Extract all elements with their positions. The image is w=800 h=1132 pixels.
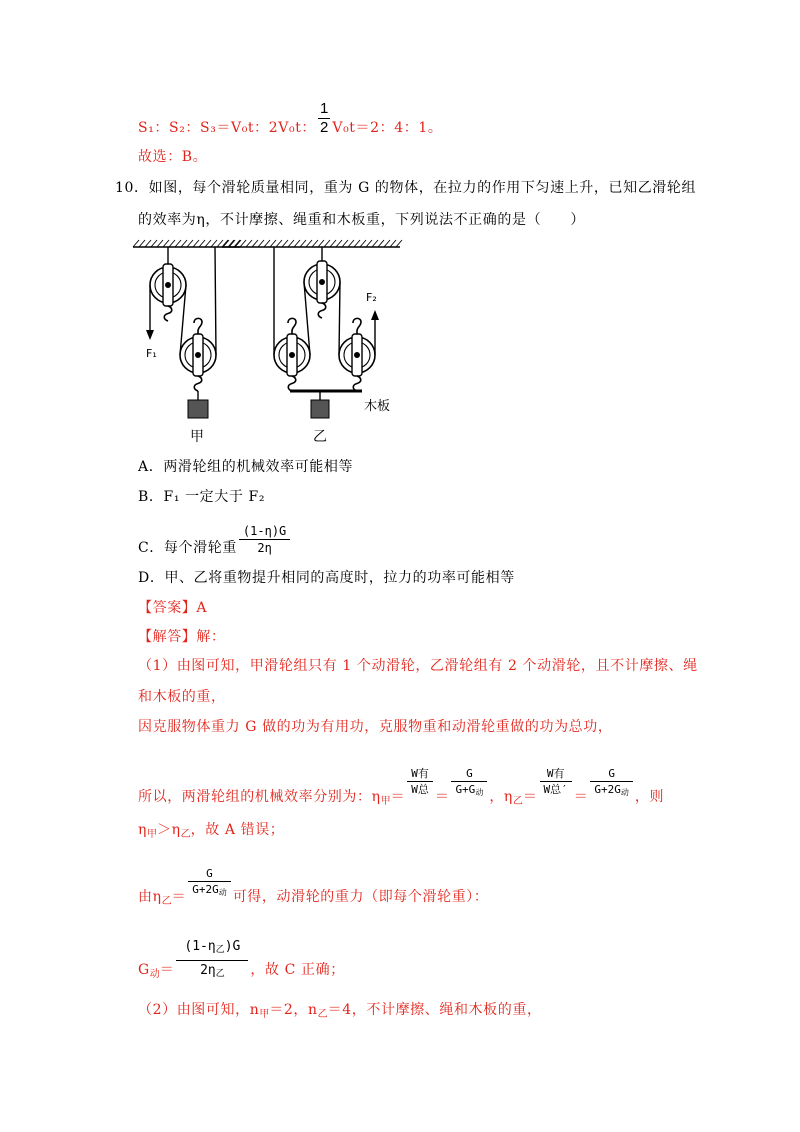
- equals: ＝: [522, 789, 538, 805]
- fraction-denominator: [176, 960, 248, 984]
- fixed-pulley-right: [304, 261, 340, 303]
- ceiling-hatch: [199, 240, 205, 247]
- fraction-numerator: 1: [320, 100, 329, 117]
- ceiling-hatch: [288, 240, 294, 247]
- load-yi-label: 乙: [313, 429, 327, 445]
- subscript: 动: [620, 788, 629, 797]
- option-a: [138, 457, 353, 477]
- prev-solution-choice: 故选：B。: [138, 149, 208, 165]
- efficiency-mid: ，η: [489, 789, 513, 805]
- ceiling-hatch: [282, 240, 288, 247]
- hook: [288, 376, 296, 391]
- ceiling-hatch: [235, 240, 241, 247]
- work-ratio-prime-fraction: [540, 766, 572, 797]
- f2-arrow-head: [371, 310, 379, 320]
- half-fraction: [318, 100, 330, 137]
- pulley-axle: [354, 352, 360, 358]
- fixed-pulley-left: [150, 264, 186, 306]
- movable-pulley-right-2: [339, 334, 375, 376]
- ceiling-hatch: [151, 240, 157, 247]
- option-b-text: F₁ 一定大于 F₂: [163, 489, 266, 505]
- load-jia-label: 甲: [190, 429, 204, 445]
- efficiency-line: [138, 766, 664, 812]
- ceiling-hatch: [252, 240, 258, 247]
- ceiling-hatch: [229, 240, 235, 247]
- figure-drawing: [133, 240, 402, 418]
- fraction-denominator: 2η: [239, 539, 290, 556]
- subscript: 动: [475, 788, 484, 797]
- subscript: 乙: [215, 969, 225, 979]
- hook: [288, 318, 296, 334]
- hook: [194, 318, 202, 334]
- ceiling-hatch: [396, 240, 402, 247]
- fraction-denominator: W总′: [540, 781, 572, 797]
- ceiling-hatch: [342, 240, 348, 247]
- part2-mid: ＝2，n: [269, 1002, 318, 1018]
- movable-pulley-right-1: [274, 334, 310, 376]
- equals: ＝: [159, 962, 175, 978]
- g-symbol: G: [138, 962, 150, 978]
- hook: [194, 376, 202, 391]
- option-c: [138, 523, 292, 558]
- ceiling-hatch: [222, 240, 228, 247]
- load-yi-block: [311, 400, 329, 418]
- ceiling-hatch: [181, 240, 187, 247]
- ceiling-hatch: [157, 240, 163, 247]
- ceiling-hatch: [246, 240, 252, 247]
- ratio-before: S₁：S₂：S₃＝V₀t：2V₀t：: [138, 120, 317, 136]
- denominator-text: G+2G: [594, 783, 621, 796]
- ceiling-hatch: [336, 240, 342, 247]
- ceiling-hatch: [240, 240, 246, 247]
- fraction-denominator: [590, 781, 633, 800]
- ceiling-hatch: [384, 240, 390, 247]
- subscript: 甲: [147, 829, 157, 840]
- fraction-denominator: 2: [320, 119, 329, 136]
- ceiling-hatch: [360, 240, 366, 247]
- option-a-label: A．: [138, 459, 164, 475]
- equals: ＝: [434, 789, 450, 805]
- derive-tail: 可得，动滑轮的重力（即每个滑轮重）：: [232, 889, 489, 905]
- analysis-p1-line-3: 因克服物体重力 G 做的功为有用功，克服物重和动滑轮重做的功为总功，: [138, 719, 613, 735]
- efficiency-lead: 所以，两滑轮组的机械效率分别为：η: [138, 789, 381, 805]
- question-stem-line-2: 的效率为η，不计摩擦、绳重和木板重，下列说法不正确的是（ ）: [138, 212, 585, 228]
- analysis-heading: [138, 627, 226, 647]
- answer-value: A: [196, 600, 208, 616]
- pulley-systems-figure: [128, 236, 404, 448]
- fraction-denominator: [188, 881, 231, 900]
- subscript: 乙: [512, 796, 523, 807]
- option-a-text: 两滑轮组的机械效率可能相等: [163, 459, 354, 475]
- fraction-numerator: W有: [546, 767, 565, 780]
- ceiling-hatch: [223, 240, 229, 247]
- greater-than: ＞η: [157, 822, 181, 838]
- question-stem-line-1: [115, 178, 696, 198]
- rope-segment: [215, 247, 216, 355]
- movable-pulley-left: [180, 334, 216, 376]
- answer-tag: 【答案】: [138, 600, 197, 616]
- pulley-axle: [289, 352, 295, 358]
- subscript: 动: [149, 969, 160, 980]
- part2-line: [138, 1000, 542, 1025]
- analysis-lead: 解：: [196, 629, 226, 645]
- option-d-text: 甲、乙将重物提升相同的高度时，拉力的功率可能相等: [164, 570, 515, 586]
- prev-solution-ratio-line: [138, 100, 442, 138]
- derive-lead: 由η: [138, 889, 162, 905]
- equals: ＝: [390, 789, 406, 805]
- equals: ＝: [171, 889, 187, 905]
- ceiling-hatch: [264, 240, 270, 247]
- question-number: 10．: [115, 180, 149, 196]
- efficiency-jia-fraction: [451, 766, 487, 800]
- pulley-axle: [165, 282, 171, 288]
- subscript: 乙: [180, 829, 191, 840]
- ceiling-hatch: [228, 240, 234, 247]
- ceiling-hatch: [366, 240, 372, 247]
- ceiling-hatch: [372, 240, 378, 247]
- pulley-weight-fraction: [176, 937, 248, 984]
- ceiling-hatch: [330, 240, 336, 247]
- force-f1-label: F₁: [146, 347, 157, 360]
- rope-segment: [339, 282, 340, 355]
- ceiling-hatch: [324, 240, 330, 247]
- fraction-denominator: W总: [407, 781, 433, 797]
- hook: [164, 306, 172, 321]
- equals: ＝: [573, 789, 589, 805]
- option-b: [138, 487, 265, 507]
- subscript: 动: [218, 888, 227, 897]
- pulley-weight-line: [138, 937, 345, 985]
- fraction-numerator: G: [608, 767, 615, 780]
- ceiling-hatch: [145, 240, 151, 247]
- ceiling-hatch: [193, 240, 199, 247]
- part2-lead: （2）由图可知，n: [138, 1002, 260, 1018]
- option-d: [138, 568, 515, 588]
- derive-line: [138, 866, 489, 912]
- hook: [353, 376, 361, 391]
- question-stem-text: 如图，每个滑轮质量相同，重为 G 的物体，在拉力的作用下匀速上升，已知乙滑轮组: [148, 180, 697, 196]
- f1-arrow-head: [146, 330, 154, 340]
- ceiling-right: [222, 240, 402, 247]
- efficiency-yi-fraction: [590, 766, 633, 800]
- compare-tail: ，故 A 错误；: [190, 822, 285, 838]
- numerator-text: (1-η: [184, 939, 216, 954]
- subscript: 甲: [259, 1009, 270, 1020]
- analysis-p1-line-2: 和木板的重，: [138, 689, 226, 705]
- option-c-label: C．: [138, 540, 164, 556]
- fraction-numerator: (1-η)G: [242, 524, 287, 538]
- ceiling-hatch: [276, 240, 282, 247]
- compare-line: [138, 820, 284, 845]
- pulley-axle: [195, 352, 201, 358]
- denominator-text: 2η: [200, 963, 216, 978]
- ceiling-hatch: [258, 240, 264, 247]
- ceiling-hatch: [234, 240, 240, 247]
- fraction-numerator: G: [206, 867, 213, 880]
- ceiling-hatch: [217, 240, 223, 247]
- ceiling-hatch: [300, 240, 306, 247]
- analysis-p1-line-1: （1）由图可知，甲滑轮组只有 1 个动滑轮，乙滑轮组有 2 个动滑轮，且不计摩擦、绳: [138, 658, 698, 674]
- ratio-after: V₀t＝2：4：1。: [332, 120, 443, 136]
- ceiling-hatch: [187, 240, 193, 247]
- ceiling-hatch: [318, 240, 324, 247]
- subscript: 甲: [380, 796, 391, 807]
- board-label: 木板: [364, 399, 391, 414]
- denominator-text: G+G: [455, 783, 476, 796]
- ceiling-hatch: [390, 240, 396, 247]
- fraction-denominator: [451, 781, 487, 800]
- denominator-text: G+2G: [192, 883, 219, 896]
- numerator-text: )G: [224, 939, 241, 954]
- load-jia-block: [188, 400, 208, 418]
- ceiling-hatch: [163, 240, 169, 247]
- hook: [318, 303, 326, 318]
- ceiling-hatch: [354, 240, 360, 247]
- ceiling-hatch: [175, 240, 181, 247]
- ceiling-hatch: [211, 240, 217, 247]
- ceiling-hatch: [348, 240, 354, 247]
- option-c-formula: [239, 523, 290, 556]
- option-d-label: D．: [138, 570, 165, 586]
- derive-fraction: [188, 866, 231, 900]
- fraction-numerator: G: [466, 767, 473, 780]
- ceiling-hatch: [139, 240, 145, 247]
- subscript: 乙: [317, 1009, 328, 1020]
- subscript: 乙: [161, 896, 172, 907]
- ceiling-hatch: [312, 240, 318, 247]
- eta: η: [138, 822, 147, 838]
- ceiling-hatch: [294, 240, 300, 247]
- option-b-label: B．: [138, 489, 164, 505]
- efficiency-tail: ，则: [634, 789, 665, 805]
- hook: [353, 318, 361, 334]
- ceiling-hatch: [169, 240, 175, 247]
- fraction-numerator: W有: [411, 767, 429, 780]
- ceiling-hatch: [270, 240, 276, 247]
- pulley-weight-tail: ，故 C 正确；: [250, 962, 345, 978]
- pulley-axle: [319, 279, 325, 285]
- ceiling-hatch: [133, 240, 139, 247]
- subscript: 乙: [215, 945, 225, 955]
- work-ratio-fraction: [407, 766, 433, 797]
- option-c-text: 每个滑轮重: [163, 540, 237, 556]
- ceiling-hatch: [306, 240, 312, 247]
- force-f2-label: F₂: [366, 291, 377, 304]
- fraction-numerator: [176, 937, 248, 960]
- ceiling-hatch: [205, 240, 211, 247]
- part2-tail: ＝4，不计摩擦、绳和木板的重，: [327, 1002, 542, 1018]
- analysis-tag: 【解答】: [138, 629, 197, 645]
- answer-line: [138, 598, 207, 618]
- ceiling-hatch: [378, 240, 384, 247]
